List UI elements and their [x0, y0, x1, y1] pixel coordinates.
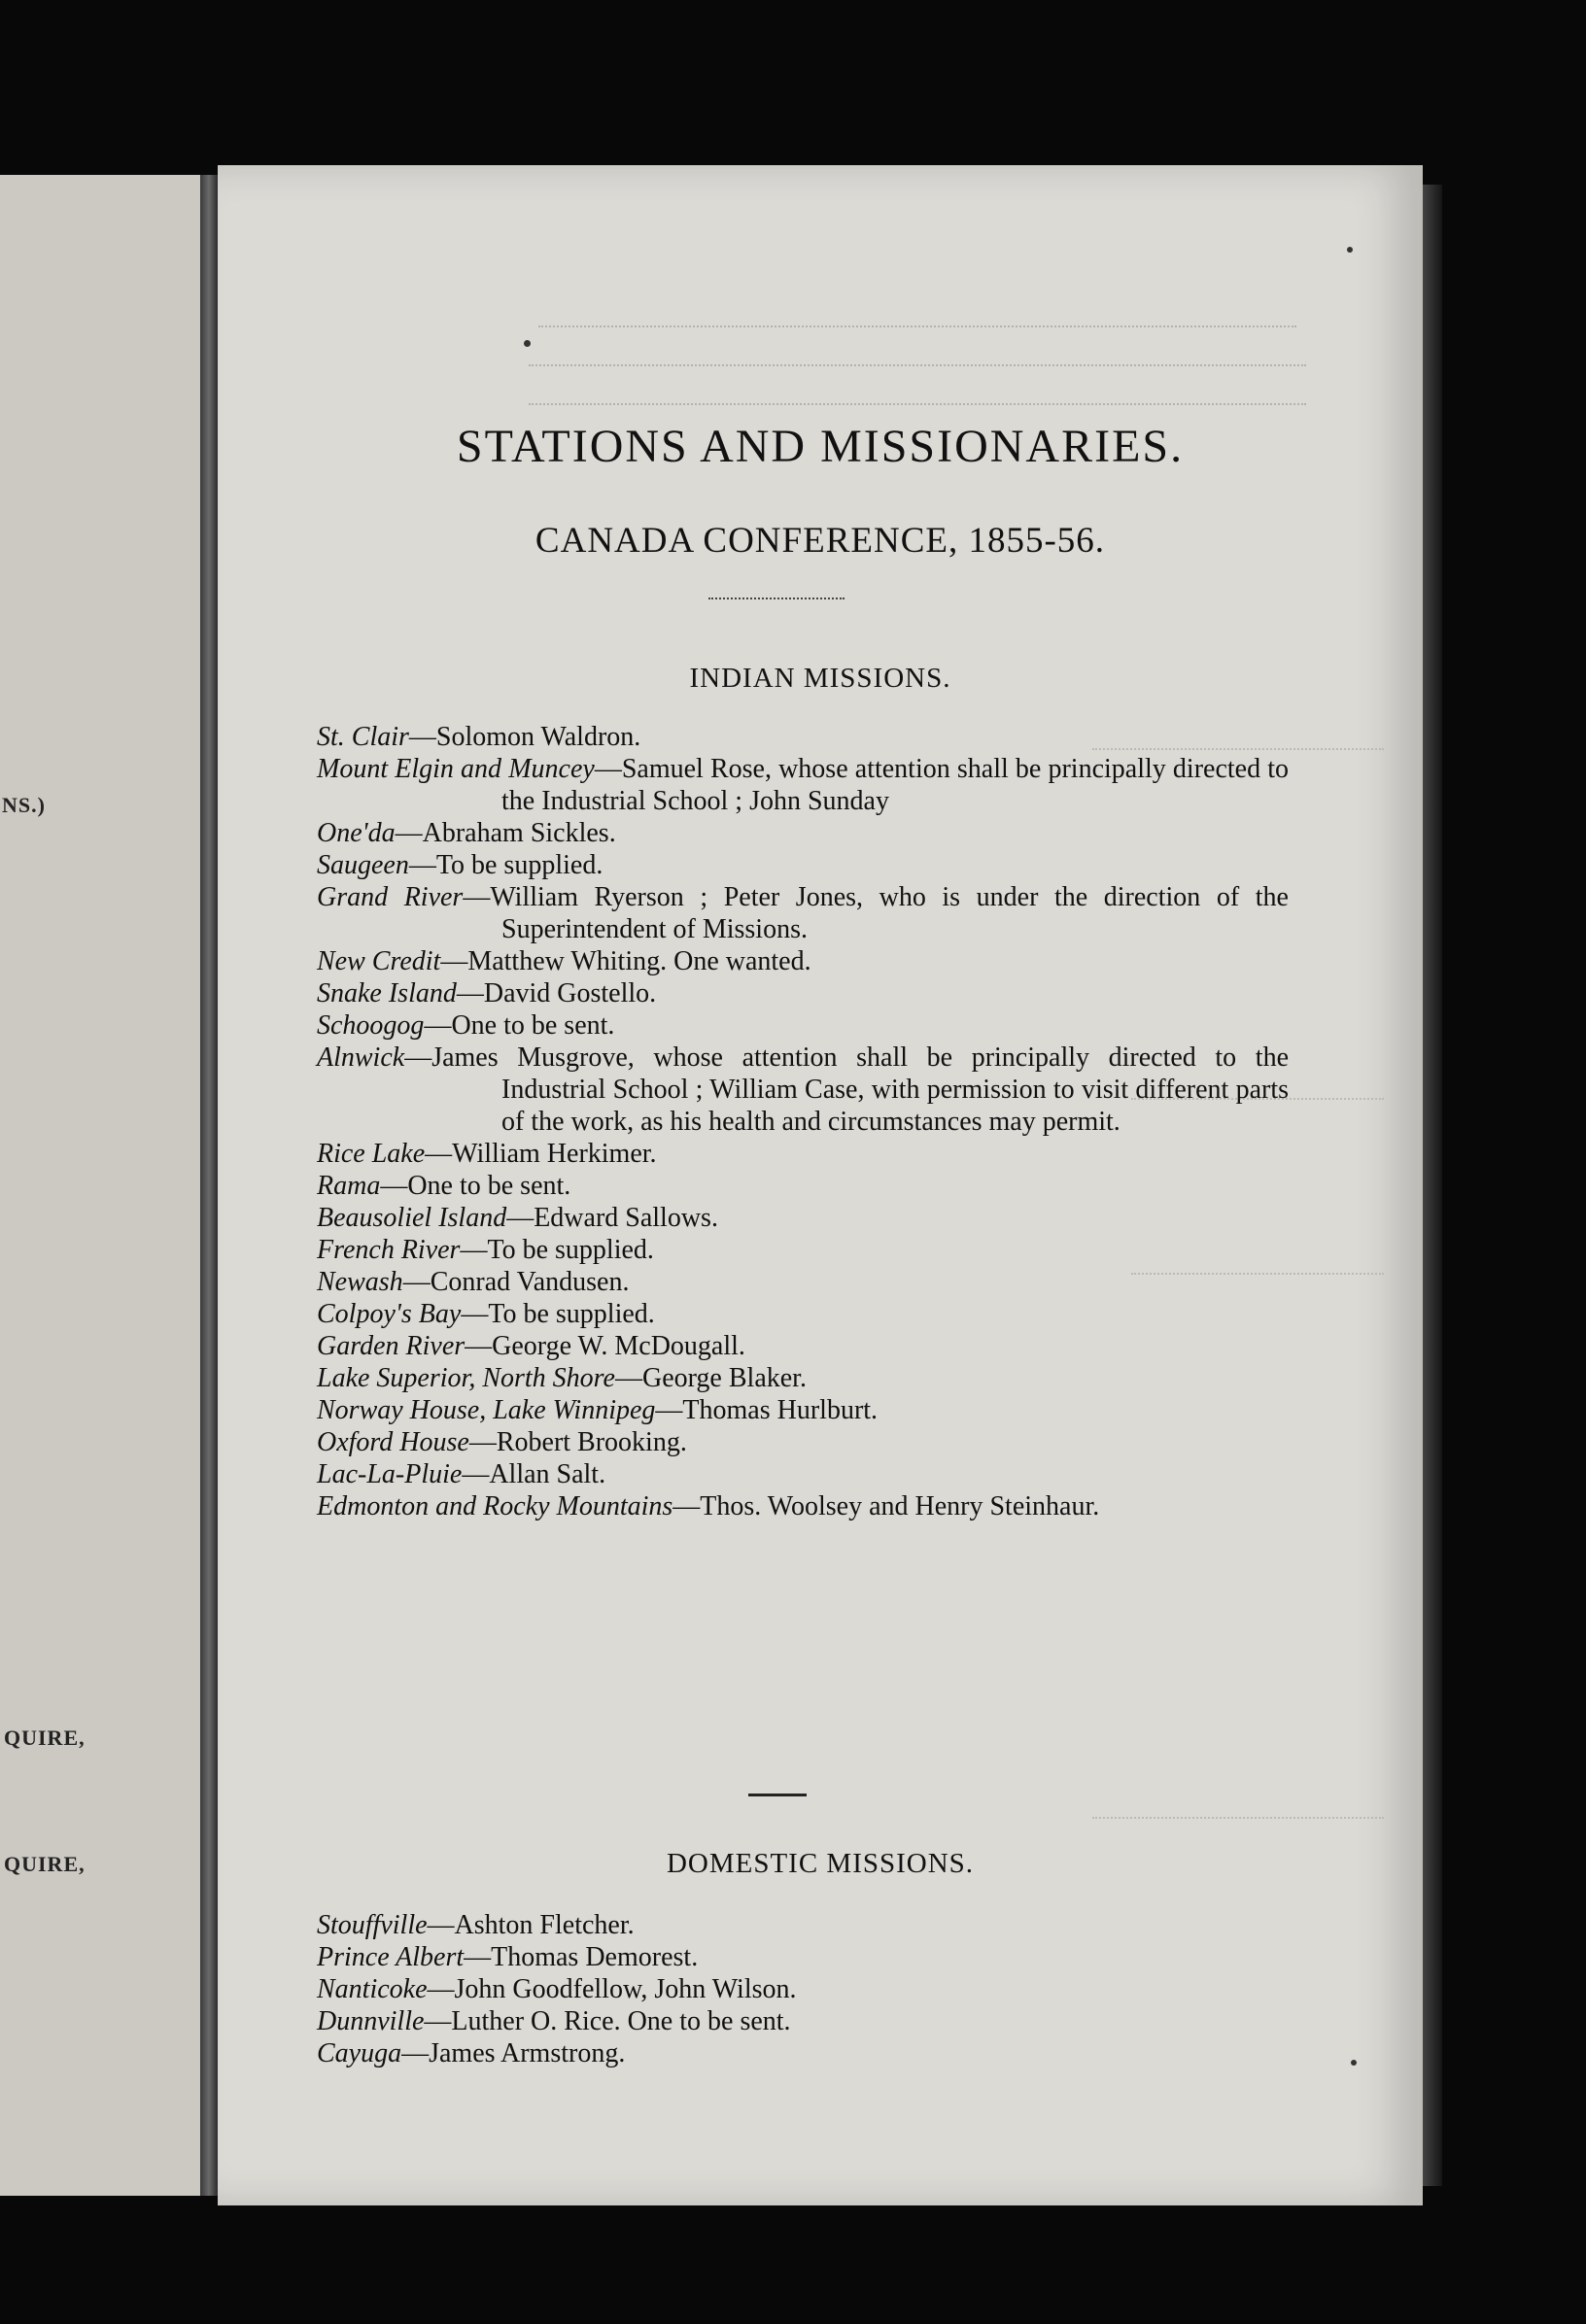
station-name: Lake Superior, North Shore — [317, 1363, 615, 1393]
ornament-rule — [708, 598, 845, 602]
missionary-text: —To be supplied. — [408, 850, 603, 880]
missionary-text: —James Armstrong. — [401, 2038, 626, 2068]
mission-entry — [317, 721, 1289, 753]
mission-entry — [317, 1042, 1289, 1138]
missionary-text: —John Goodfellow, John Wilson. — [427, 1974, 797, 2004]
mission-entry — [317, 1330, 1289, 1362]
mission-entry — [317, 1458, 1289, 1490]
section-divider — [748, 1794, 807, 1796]
station-name: Colpoy's Bay — [317, 1299, 462, 1329]
missionary-text: —George W. McDougall. — [465, 1331, 745, 1361]
section-heading-indian-missions: INDIAN MISSIONS. — [689, 663, 951, 694]
left-page-fragment: QUIRE, — [4, 1852, 86, 1876]
page-edge — [1423, 185, 1442, 2186]
missionary-text: —Abraham Sickles. — [395, 818, 616, 848]
mission-entry — [317, 1362, 1289, 1394]
station-name: Alnwick — [317, 1042, 405, 1073]
missionary-text: —To be supplied. — [460, 1235, 654, 1265]
mission-entry — [317, 1973, 1289, 2005]
station-name: Rama — [317, 1171, 381, 1201]
missionary-text: —George Blaker. — [614, 1363, 807, 1393]
station-name: Cayuga — [317, 2038, 402, 2068]
station-name: New Credit — [317, 946, 441, 976]
mission-entry — [317, 1394, 1289, 1426]
indian-missions-list — [317, 721, 1289, 1522]
mission-entry — [317, 817, 1289, 849]
missionary-text: —Samuel Rose, whose attention shall be principally directed to the Industrial School ; John Sunday — [501, 754, 1290, 816]
station-name: One'da — [317, 818, 396, 848]
station-name: Lac-La-Pluie — [317, 1459, 463, 1489]
missionary-text: —One to be sent. — [380, 1171, 571, 1201]
station-name: Norway House, Lake Winnipeg — [317, 1395, 656, 1425]
missionary-text: —Allan Salt. — [462, 1459, 606, 1489]
mission-entry — [317, 1909, 1289, 1941]
station-name: St. Clair — [317, 722, 409, 752]
mission-entry — [317, 1234, 1289, 1266]
mission-entry — [317, 881, 1289, 945]
mission-entry — [317, 1298, 1289, 1330]
mission-entry — [317, 753, 1289, 817]
missionary-text: —Robert Brooking. — [468, 1427, 687, 1457]
station-name: Edmonton and Rocky Mountains — [317, 1491, 673, 1521]
missionary-text: —James Musgrove, whose attention shall be principally directed to the Industrial School ; William Case, with permission to visit different parts of the work, as his health and circumstances may permit. — [404, 1042, 1289, 1137]
station-name: Garden River — [317, 1331, 465, 1361]
station-name: French River — [317, 1235, 461, 1265]
missionary-text: —Edward Sallows. — [506, 1203, 718, 1233]
mission-entry — [317, 849, 1289, 881]
mission-entry — [317, 945, 1289, 977]
mission-entry — [317, 1009, 1289, 1042]
mission-entry — [317, 1170, 1289, 1202]
station-name: Prince Albert — [317, 1942, 465, 1972]
station-name: Dunnville — [317, 2006, 425, 2036]
domestic-missions-list — [317, 1909, 1289, 2069]
page-title: STATIONS AND MISSIONARIES. — [456, 421, 1185, 472]
missionary-text: —To be supplied. — [461, 1299, 655, 1329]
mission-entry — [317, 1941, 1289, 1973]
station-name: Nanticoke — [317, 1974, 428, 2004]
missionary-text: —William Herkimer. — [425, 1139, 657, 1169]
left-page — [0, 175, 203, 2196]
station-name: Saugeen — [317, 850, 409, 880]
mission-entry — [317, 1266, 1289, 1298]
missionary-text: —Conrad Vandusen. — [402, 1267, 630, 1297]
left-page-fragment: NS.) — [2, 793, 46, 817]
missionary-text: —Matthew Whiting. One wanted. — [440, 946, 811, 976]
document-page — [218, 165, 1423, 2205]
missionary-text: —Luther O. Rice. One to be sent. — [424, 2006, 791, 2036]
missionary-text: —Ashton Fletcher. — [427, 1910, 635, 1940]
missionary-text: —Thomas Demorest. — [464, 1942, 699, 1972]
station-name: Newash — [317, 1267, 403, 1297]
mission-entry — [317, 1202, 1289, 1234]
station-name: Rice Lake — [317, 1139, 426, 1169]
station-name: Stouffville — [317, 1910, 428, 1940]
ink-speck — [1347, 247, 1353, 253]
book-gutter — [200, 175, 218, 2196]
missionary-text: —Solomon Waldron. — [408, 722, 641, 752]
missionary-text: —Thos. Woolsey and Henry Steinhaur. — [672, 1491, 1100, 1521]
mission-entry — [317, 1138, 1289, 1170]
station-name: Snake Island — [317, 978, 457, 1008]
section-heading-domestic-missions: DOMESTIC MISSIONS. — [666, 1848, 975, 1879]
station-name: Schoogog — [317, 1010, 425, 1041]
missionary-text: —David Gostello. — [456, 978, 657, 1008]
missionary-text: —Thomas Hurlburt. — [655, 1395, 879, 1425]
left-page-fragment: QUIRE, — [4, 1726, 86, 1750]
missionary-text: —One to be sent. — [424, 1010, 615, 1041]
station-name: Oxford House — [317, 1427, 469, 1457]
page-subtitle: CANADA CONFERENCE, 1855-56. — [534, 521, 1106, 561]
ink-speck — [1351, 2060, 1357, 2066]
missionary-text: —William Ryerson ; Peter Jones, who is under the direction of the Superintendent of Missions. — [463, 882, 1289, 944]
station-name: Beausoliel Island — [317, 1203, 507, 1233]
ink-speck — [524, 340, 531, 347]
mission-entry — [317, 2005, 1289, 2037]
station-name: Mount Elgin and Muncey — [317, 754, 595, 784]
mission-entry — [317, 977, 1289, 1009]
mission-entry — [317, 1426, 1289, 1458]
station-name: Grand River — [317, 882, 464, 912]
mission-entry — [317, 1490, 1289, 1522]
mission-entry — [317, 2037, 1289, 2069]
